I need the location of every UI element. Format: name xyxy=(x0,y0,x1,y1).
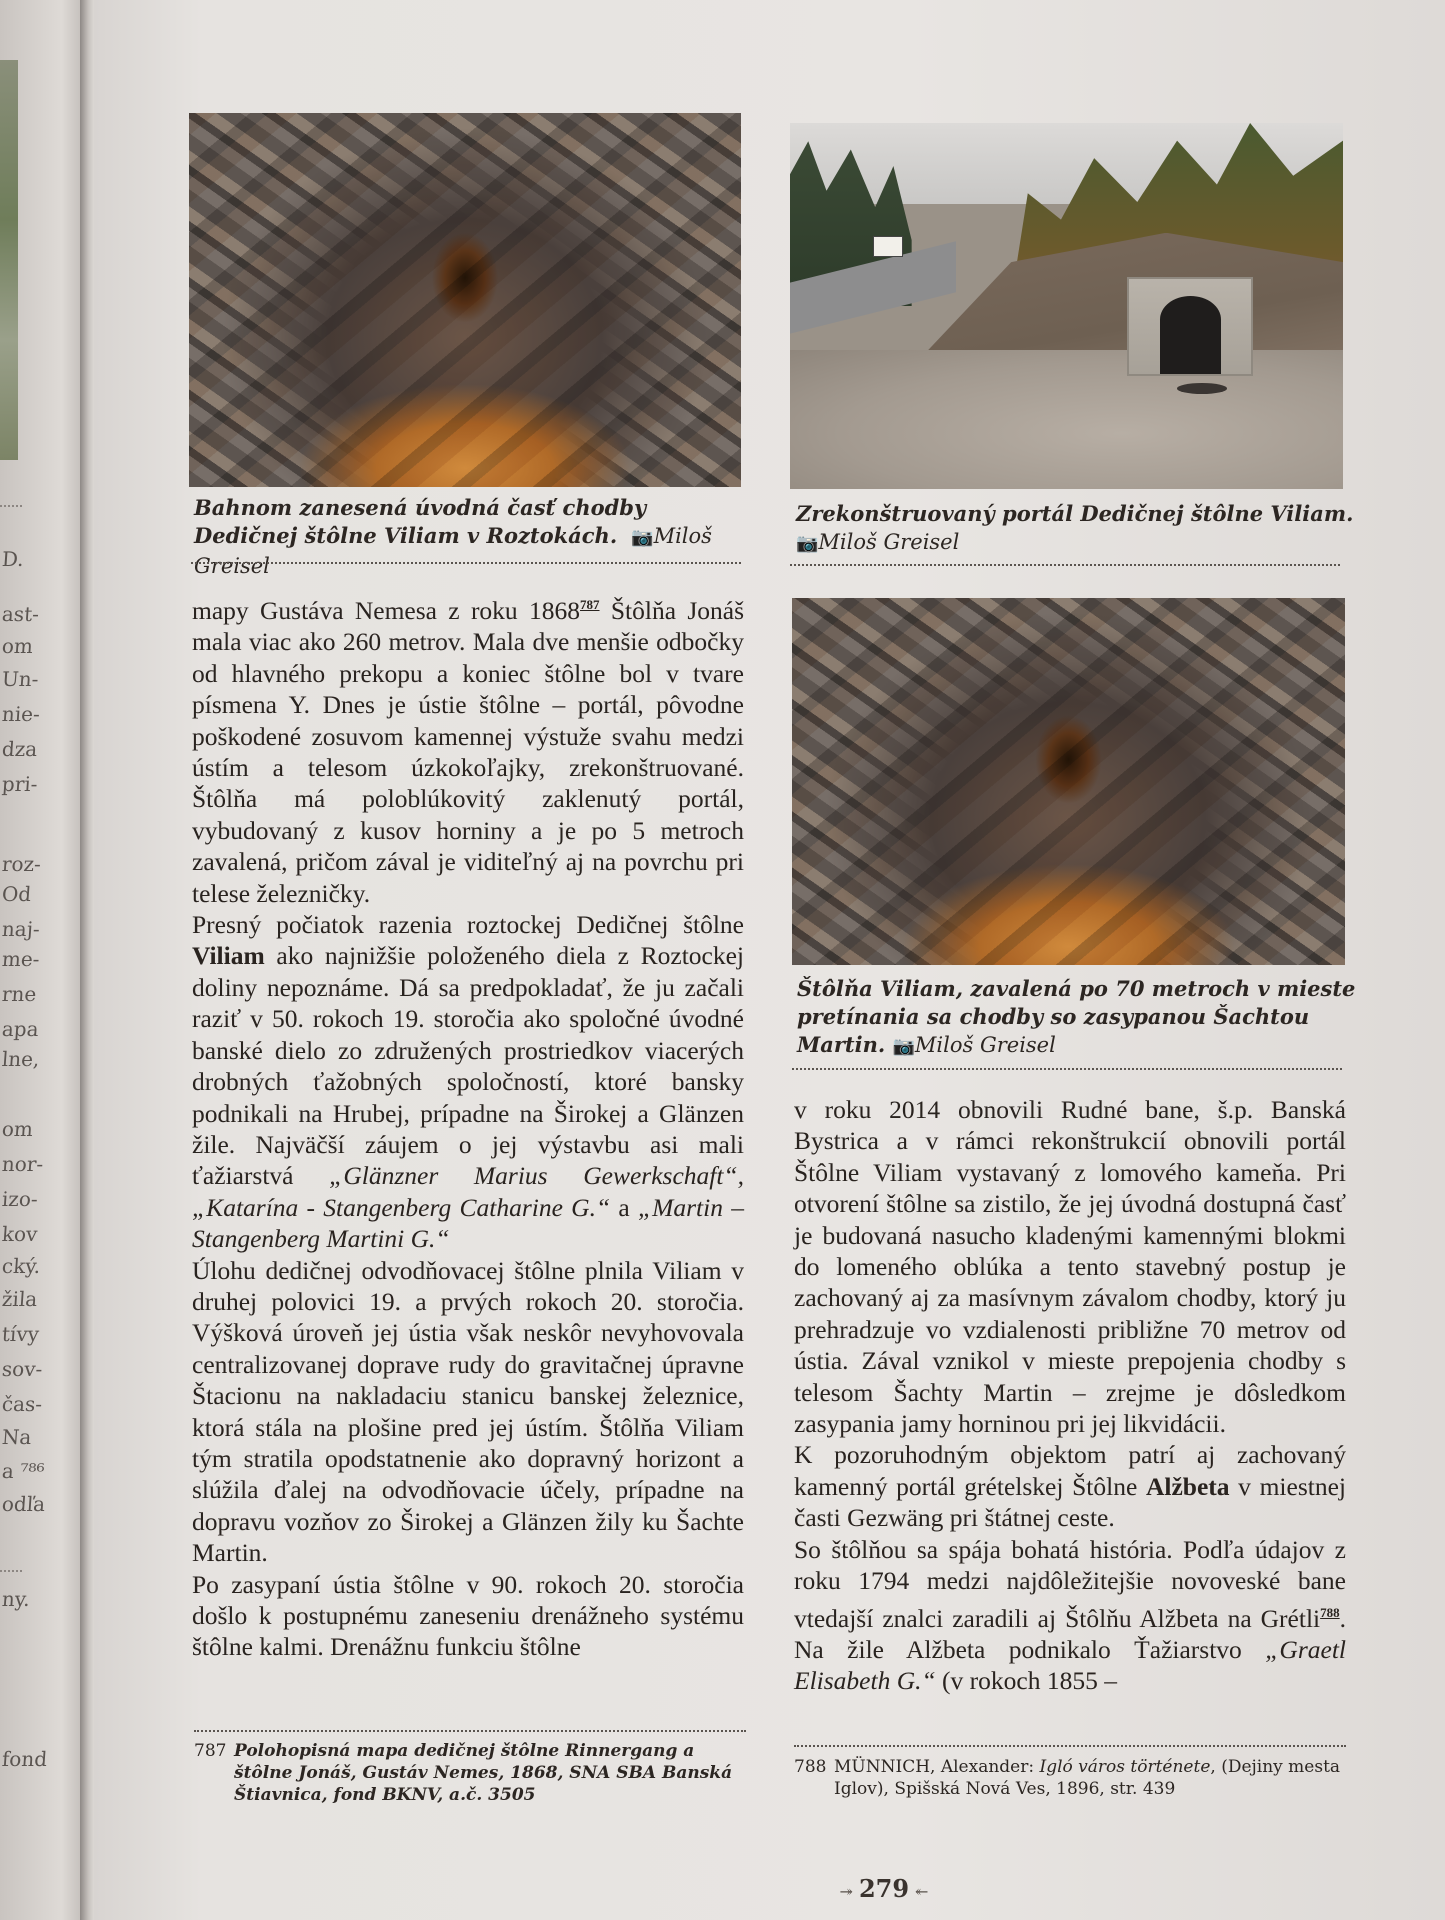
footnote-number: 788 xyxy=(794,1757,827,1777)
paragraph: mapy Gustáva Nemesa z roku 1868$^{787}$ Štôlňa Jonáš mala viac ako 260 metrov. Mala dve menšie odbočky od hlavného prekopu a koniec štôlne bol v tvare písmena Y. Dnes je ústie štôlne – portál, pôvodne poškodené zosuvom kamennej výstuže svahu medzi ústím a telesom úzkokoľajky, zrekonštruované. Štôlňa má poloblúkovitý zaklenutý portál, vybudovaný z kusov horniny a je po 5 metroch zavalená, pričom zával je viditeľný aj na povrchu pri telese železničky. xyxy=(192,596,744,908)
page-number: ↠ 279 ↞ xyxy=(839,1874,929,1903)
caption-top-right xyxy=(796,500,1356,558)
facing-page-word-fragment: odľa xyxy=(1,1492,47,1516)
footnote-divider xyxy=(194,1730,746,1732)
facing-page-word-fragment: pri- xyxy=(1,772,39,796)
facing-page-word-fragment: D. xyxy=(1,547,25,571)
facing-page-word-fragment: me- xyxy=(1,947,41,971)
caption-mid-right xyxy=(797,975,1357,1061)
footnote-ref[interactable]: 788 xyxy=(1320,1604,1340,1620)
facing-page-word-fragment: apa xyxy=(1,1017,40,1041)
caption-divider xyxy=(790,564,1340,566)
footnote-divider xyxy=(794,1745,1346,1747)
facing-page-word-fragment: nor- xyxy=(1,1152,45,1176)
photo-stone-portal xyxy=(1127,277,1253,376)
facing-page-word-fragment: rne xyxy=(1,982,38,1006)
facing-page-word-fragment: ny. xyxy=(1,1587,31,1611)
body-text-right-column xyxy=(794,1094,1346,1697)
photo-sign xyxy=(873,236,903,256)
facing-page-word-fragment: Od xyxy=(1,882,33,906)
body-text-left-column xyxy=(192,589,744,1663)
photo-ground xyxy=(790,350,1343,489)
paragraph: So štôlňou sa spája bohatá história. Podľa údajov z roku 1794 medzi najdôležitejšie novoveské bane vtedajší znalci zaradili aj Štôlňu Alžbeta na Grétli$^{788}$. Na žile Alžbeta podnikalo Ťažiarstvo „Graetl Elisabeth G.“ (v rokoch 1855 – xyxy=(794,1534,1346,1696)
facing-page-word-fragment: naj- xyxy=(1,917,41,941)
facing-page-word-fragment: izo- xyxy=(1,1187,39,1211)
facing-page-word-fragment: kov xyxy=(1,1222,39,1246)
facing-page-word-fragment: a ⁷⁸⁶ xyxy=(1,1459,46,1483)
photo-credit: 📷Miloš Greisel xyxy=(194,524,712,578)
facing-page-word-fragment: Un- xyxy=(1,667,40,691)
caption-text: Zrekonštruovaný portál Dedičnej štôlne Viliam. xyxy=(796,501,1354,526)
facing-page-word-fragment: čas- xyxy=(1,1392,43,1416)
ornament-icon: ↞ xyxy=(915,1882,929,1901)
facing-page-word-fragment: cký. xyxy=(1,1254,42,1278)
facing-page-word-fragment: lne, xyxy=(1,1047,41,1071)
facing-page-word-fragment: ast- xyxy=(1,602,40,626)
facing-page-word-fragment: roz- xyxy=(1,852,42,876)
ornament-icon: ↠ xyxy=(839,1882,853,1901)
paragraph: v roku 2014 obnovili Rudné bane, š.p. Banská Bystrica a v rámci rekonštrukcií obnovili portál Štôlne Viliam vystavaný z lomového kameňa. Pri otvorení štôlne sa zistilo, že jej úvodná dostupná časť je budovaná nasucho kladenými kamennými blokmi do lomeného oblúka a tento stavebný postup je zachovaný aj za masívnym závalom chodby, ktorý ju prehradzuje vo vzdialenosti približne 70 metrov od ústia. Zával vznikol v mieste prepojenia chodby s telesom Šachty Martin – zrejme je dôsledkom zasypania jamy horninou pri jej likvidácii. xyxy=(794,1095,1346,1439)
facing-page-word-fragment: žila xyxy=(1,1287,39,1311)
facing-page-word-fragment: om xyxy=(1,634,34,658)
photo-credit: 📷Miloš Greisel xyxy=(796,530,959,554)
photo-credit: 📷Miloš Greisel xyxy=(893,1033,1056,1057)
facing-page-divider xyxy=(0,1570,22,1572)
book-page xyxy=(94,0,1445,1920)
footnote-text: MÜNNICH, Alexander: Igló város története, (Dejiny mesta Iglov), Spišská Nová Ves, 1896, str. 439 xyxy=(834,1757,1341,1799)
footnote-number: 787 xyxy=(194,1741,227,1761)
paragraph: Po zasypaní ústia štôlne v 90. rokoch 20. storočia došlo k postupnému zaneseniu drenážneho systému štôlne kalmi. Drenážnu funkciu štôlne xyxy=(192,1569,744,1662)
camera-icon: 📷 xyxy=(796,533,819,554)
facing-page-word-fragment: fond xyxy=(1,1747,48,1771)
camera-icon: 📷 xyxy=(631,527,654,548)
caption-text: Štôlňa Viliam, zavalená po 70 metroch v mieste pretínania sa chodby so zasypanou Šachtou Martin. xyxy=(797,976,1356,1057)
facing-page-word-fragment: Na xyxy=(1,1425,33,1449)
photo-arch-door xyxy=(1160,296,1221,374)
paragraph: Úlohu dedičnej odvodňovacej štôlne plnila Viliam v druhej polovici 19. a prvých rokoch 20. storočia. Výšková úroveň jej ústia však neskôr nevyhovovala centralizovanej doprave rudy do gravitačnej úpravne Štacionu na nakladaciu stanicu banskej železnice, ktorá stála na plošine pred jej ústím. Štôlňa Viliam tým stratila opodstatnenie ako dopravný horizont a slúžila ďalej na odvodňovacie účely, prípadne na dopravu vozňov zo Širokej a Glänzen žily ku Šachte Martin. xyxy=(192,1255,744,1568)
footnote-788 xyxy=(794,1756,1354,1800)
facing-page-word-fragment: sov- xyxy=(1,1357,44,1381)
photo-manhole xyxy=(1177,383,1227,394)
facing-page-divider xyxy=(0,505,22,507)
photo-reconstructed-portal xyxy=(790,123,1343,489)
facing-page-word-fragment: nie- xyxy=(1,702,41,726)
footnote-ref[interactable]: 787 xyxy=(580,597,600,612)
facing-page-word-fragment: om xyxy=(1,1117,34,1141)
book-gutter xyxy=(80,0,94,1920)
caption-top-left xyxy=(194,494,754,580)
photo-tunnel-entrance xyxy=(189,113,741,487)
caption-divider xyxy=(792,1068,1342,1070)
facing-page-photo-edge xyxy=(0,60,18,460)
facing-page xyxy=(0,0,88,1920)
facing-page-word-fragment: dza xyxy=(1,737,39,761)
facing-page-word-fragment: tívy xyxy=(1,1322,40,1346)
footnote-787 xyxy=(194,1740,754,1806)
footnote-text: Polohopisná mapa dedičnej štôlne Rinnergang a štôlne Jonáš, Gustáv Nemes, 1868, SNA SBA Banská Štiavnica, fond BKNV, a.č. 3505 xyxy=(234,1741,733,1805)
paragraph: Presný počiatok razenia roztockej Dedičnej štôlne Viliam ako najnižšie položeného diela z Roztockej doliny nepoznáme. Dá sa predpokladať, že ju začali raziť v 50. rokoch 19. storočia ako spoločné úvodné banské dielo zo združených prostriedkov viacerých drobných ťažobných spoločností, ktoré bansky podnikali na Hrubej, prípadne na Širokej a Glänzen žile. Najväčší záujem o jej výstavbu asi mali ťažiarstvá „Glänzner Marius Gewerkschaft“, „Katarína - Stangenberg Catharine G.“ a „Martin – Stangenberg Martini G.“ xyxy=(192,910,744,1254)
paragraph: K pozoruhodným objektom patrí aj zachovaný kamenný portál grételskej Štôlne Alžbeta v miestnej časti Gezwäng pri štátnej ceste. xyxy=(794,1440,1346,1533)
photo-collapsed-tunnel xyxy=(792,598,1345,965)
caption-text: Bahnom zanesená úvodná časť chodby Dedičnej štôlne Viliam v Roztokách. xyxy=(194,495,647,548)
caption-divider xyxy=(191,562,741,564)
camera-icon: 📷 xyxy=(892,1036,915,1057)
